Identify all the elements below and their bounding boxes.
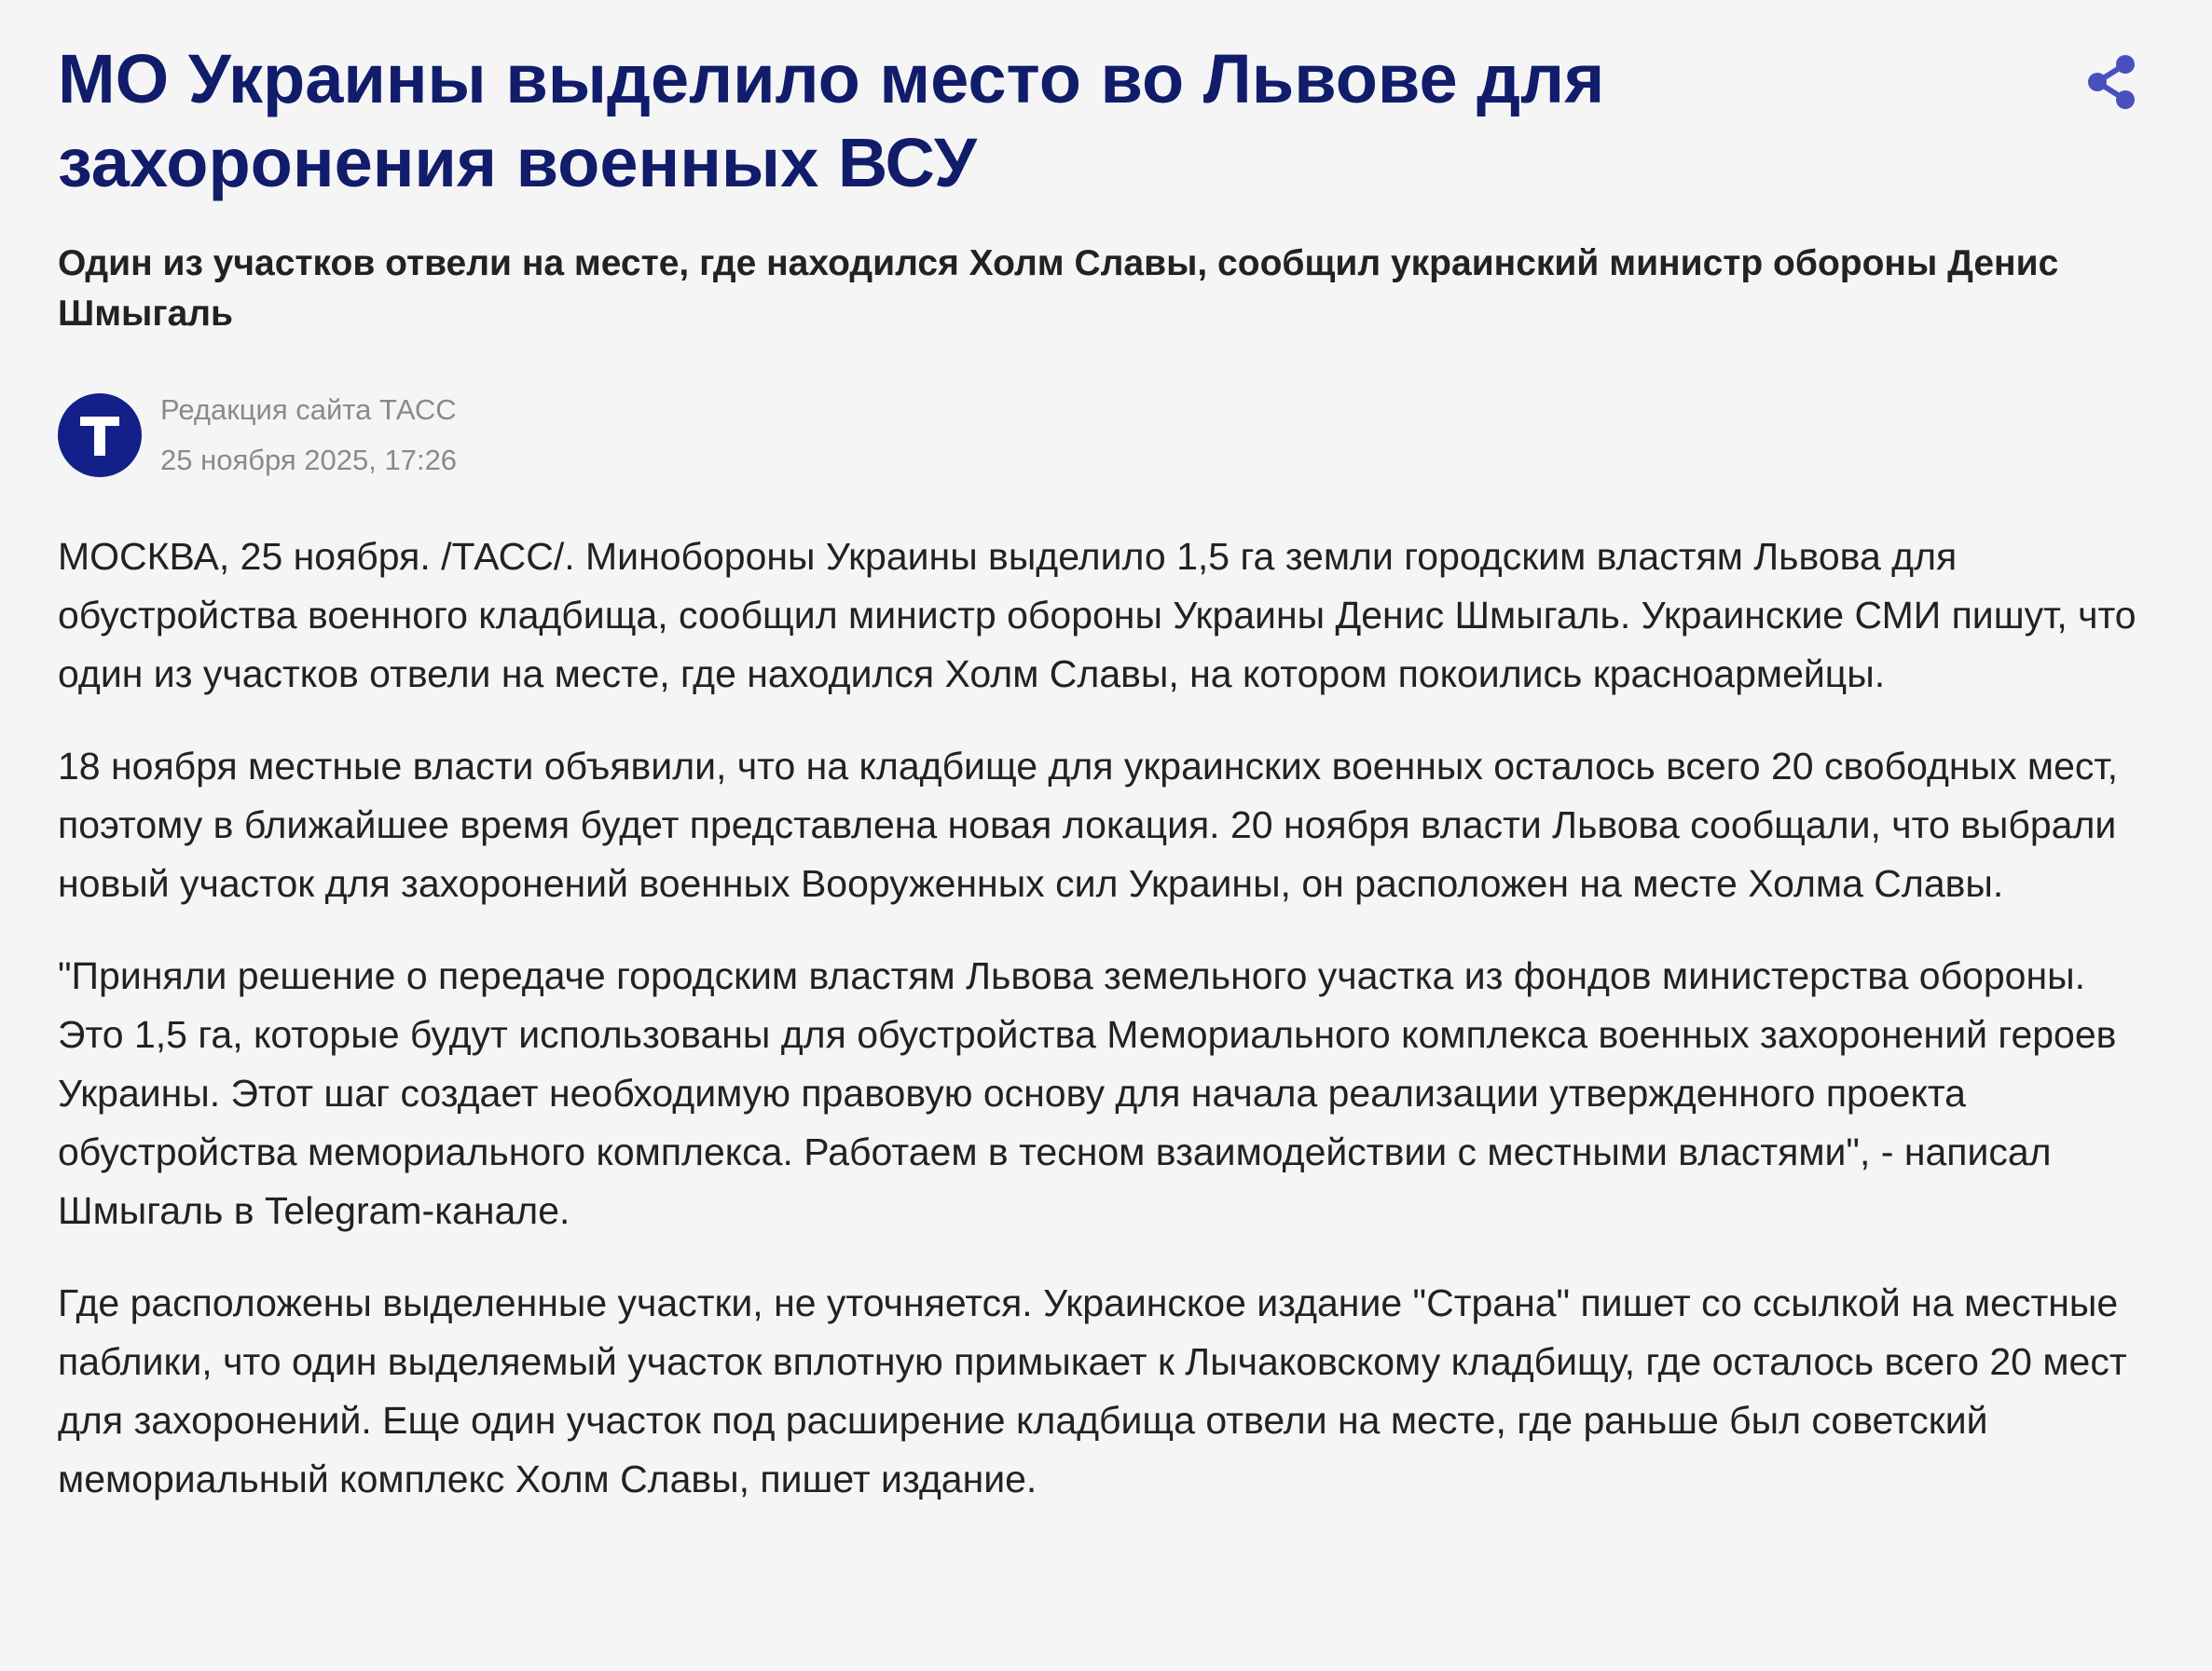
author-avatar[interactable] (58, 393, 142, 477)
article-body (58, 527, 2155, 1542)
article-paragraph: 18 ноября местные власти объявили, что на кладбище для украинских военных осталось всего 20 свободных мест, поэтому в ближайшее время будет представлена новая локация. 20 ноября власти Львова сообщали, что выбрали новый участок для захоронений военных Вооруженных сил Украины, он расположен на месте Холма Славы. (58, 745, 2119, 905)
author-name[interactable]: Редакция сайта ТАСС (160, 393, 457, 426)
tass-logo-icon (58, 393, 142, 477)
article-paragraph: Где расположены выделенные участки, не уточняется. Украинское издание "Страна" пишет со ссылкой на местные паблики, что один выделяемый участок вплотную примыкает к Лычаковскому кладбищу, где осталось всего 20 мест для захоронений. Еще один участок под расширение кладбища отвели на месте, где раньше был советский мемориальный комплекс Холм Славы, пишет издание. (58, 1281, 2127, 1500)
article-title: МО Украины выделило место во Львове для захоронения военных ВСУ (58, 40, 1605, 201)
publish-date: 25 ноября 2025, 17:26 (160, 444, 458, 476)
share-button[interactable] (2081, 51, 2142, 113)
share-icon (2081, 51, 2142, 113)
article-paragraph: МОСКВА, 25 ноября. /ТАСС/. Минобороны Украины выделило 1,5 га земли городским властям Львова для обустройства военного кладбища, сообщил министр обороны Украины Денис Шмыгаль. Украинские СМИ пишут, что один из участков отвели на месте, где находился Холм Славы, на котором покоились красноармейцы. (58, 535, 2136, 695)
author-block (58, 384, 804, 477)
article-lead: Один из участков отвели на месте, где находился Холм Славы, сообщил украинский министр обороны Денис Шмыгаль (58, 243, 2059, 334)
article-paragraph: "Приняли решение о передаче городским властям Львова земельного участка из фондов министерства обороны. Это 1,5 га, которые будут использованы для обустройства Мемориального комплекса военных захоронений героев Украины. Этот шаг создает необходимую правовую основу для начала реализации утвержденного проекта обустройства мемориального комплекса. Работаем в тесном взаимодействии с местными властями", - написал Шмыгаль в Telegram-канале. (58, 954, 2117, 1232)
